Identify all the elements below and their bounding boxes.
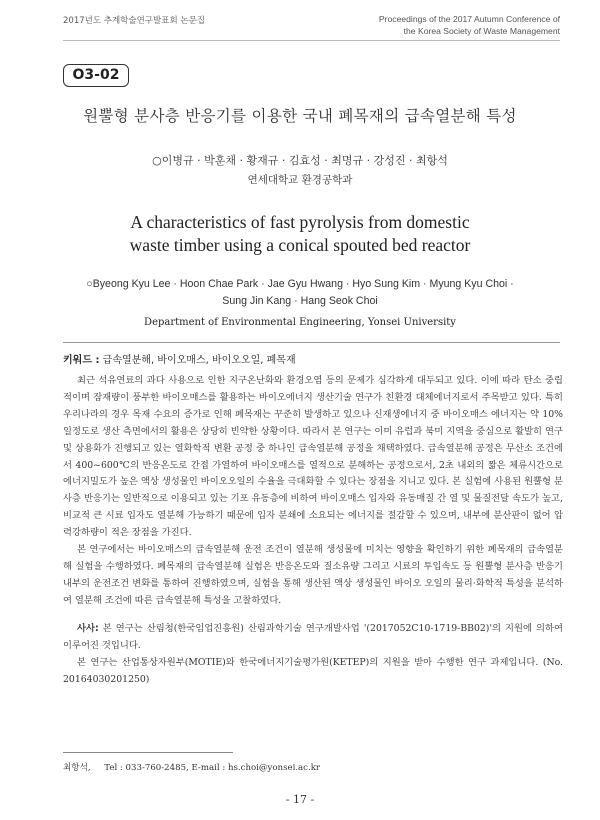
paper-code-badge: O3-02 (63, 64, 129, 87)
acknowledgement-text-1: 본 연구는 산림청(한국임업진흥원) 산림과학기술 연구개발사업 '(2017052C10-1719-BB02)'의 지원에 의하여 이루어진 것입니다. (63, 623, 563, 651)
body-paragraph-1: 최근 석유연료의 과다 사용으로 인한 지구온난화와 환경오염 등의 문제가 심각하게 대두되고 있다. 이에 따라 탄소 중립적이며 잠재량이 풍부한 바이오매스를 활용하는 바이오에너지 생산기술 연구가 친환경 대체에너지로서 주목받고 있다. 특히 우리나라의 경우 목재 수요의 증가로 인해 폐목재는 꾸준히 발생하고 있으나 신재생에너지 중 바이오매스 에너지는 약 10%일정도로 생산 측면에서의 활용은 상당히 빈약한 상황이다. 따라서 본 연구는 이미 유럽과 북미 지역을 중심으로 활발히 연구 및 상용화가 진행되고 있는 열화학적 변환 공정 중 하나인 급속열분해 공정을 채택하였다. 급속열분해 공정은 무산소 조건에서 400~600℃의 반응온도로 간접 가열하여 바이오매스를 열적으로 분해하는 공정으로서, 2초 내외의 짧은 체류시간으로 에너지밀도가 높은 액상 생성물인 바이오오일의 수율을 극대화할 수 있다는 장점을 지니고 있다. 본 실험에 사용된 원뿔형 분사층 반응기는 일반적으로 이용되고 있는 기포 유동층에 비하여 바이오매스 입자와 유동매질 간 열 및 물질전달 속도가 높고, 비교적 큰 시료 입자도 열분해 가능하기 때문에 입자 분쇄에 소요되는 에너지를 절감할 수 있으며, 내부에 분산판이 없어 압력강하량이 적은 장점을 가진다. (63, 375, 563, 539)
affiliation-english: Department of Environmental Engineering, Yonsei University (144, 317, 456, 328)
acknowledgement-paragraph-2: 본 연구는 산업통상자원부(MOTIE)와 한국에너지기술평가원(KETEP)의 지원을 받아 수행한 연구 과제입니다. (No. 20164030201250) (63, 656, 563, 685)
authors-english (40, 276, 560, 310)
page-number: - 17 - (285, 793, 315, 806)
acknowledgement-paragraph-1 (63, 621, 563, 655)
abstract-body (63, 373, 563, 610)
title-english-line2: waste timber using a conical spouted bed reactor (129, 235, 471, 255)
running-header-right-line2: the Korea Society of Waste Management (403, 26, 560, 36)
title-english (40, 211, 560, 257)
authors-english-line1: ○Byeong Kyu Lee · Hoon Chae Park · Jae Gyu Hwang · Hyo Sung Kim · Myung Kyu Choi · (86, 278, 514, 290)
keywords-line (63, 351, 296, 366)
keywords-divider (63, 342, 560, 343)
running-header-right (300, 13, 560, 37)
title-korean: 원뿔형 분사층 반응기를 이용한 국내 폐목재의 급속열분해 특성 (83, 107, 517, 125)
footnote-divider (63, 752, 233, 753)
acknowledgement (63, 621, 563, 689)
header-divider (63, 40, 560, 41)
running-header-right-line1: Proceedings of the 2017 Autumn Conference of (378, 14, 560, 24)
acknowledgement-label: 사사: (77, 623, 99, 634)
running-header-left: 2017년도 추계학술연구발표회 논문집 (63, 16, 205, 26)
body-paragraph-2: 본 연구에서는 바이오매스의 급속열분해 운전 조건이 열분해 생성물에 미치는 영향을 확인하기 위한 폐목재의 급속열분해 실험을 수행하였다. 폐목재의 급속열분해 실험은 반응온도와 질소유량 그리고 시료의 투입속도 등 원뿔형 분사층 반응기 내부의 운전조건 변화를 통하여 진행하였으며, 실험을 통해 생산된 액상 생성물인 바이오 오일의 물리·화학적 특성을 분석하여 열분해 조건에 따른 급속열분해 특성을 고찰하였다. (63, 544, 563, 606)
authors-english-line2: Sung Jin Kang · Hang Seok Choi (222, 295, 378, 307)
keywords-text: 급속열분해, 바이오매스, 바이오오일, 폐목재 (102, 355, 296, 366)
title-english-line1: A characteristics of fast pyrolysis from domestic (130, 212, 470, 232)
affiliation-korean: 연세대학교 환경공학과 (247, 174, 353, 186)
corresponding-author-footnote: 최항석, Tel : 033-760-2485, E-mail : hs.choi@yonsei.ac.kr (63, 763, 321, 773)
authors-korean: ○이병규 · 박훈채 · 황재규 · 김효성 · 최명규 · 강성진 · 최항석 (152, 154, 448, 167)
keywords-label: 키워드 : (63, 355, 100, 366)
